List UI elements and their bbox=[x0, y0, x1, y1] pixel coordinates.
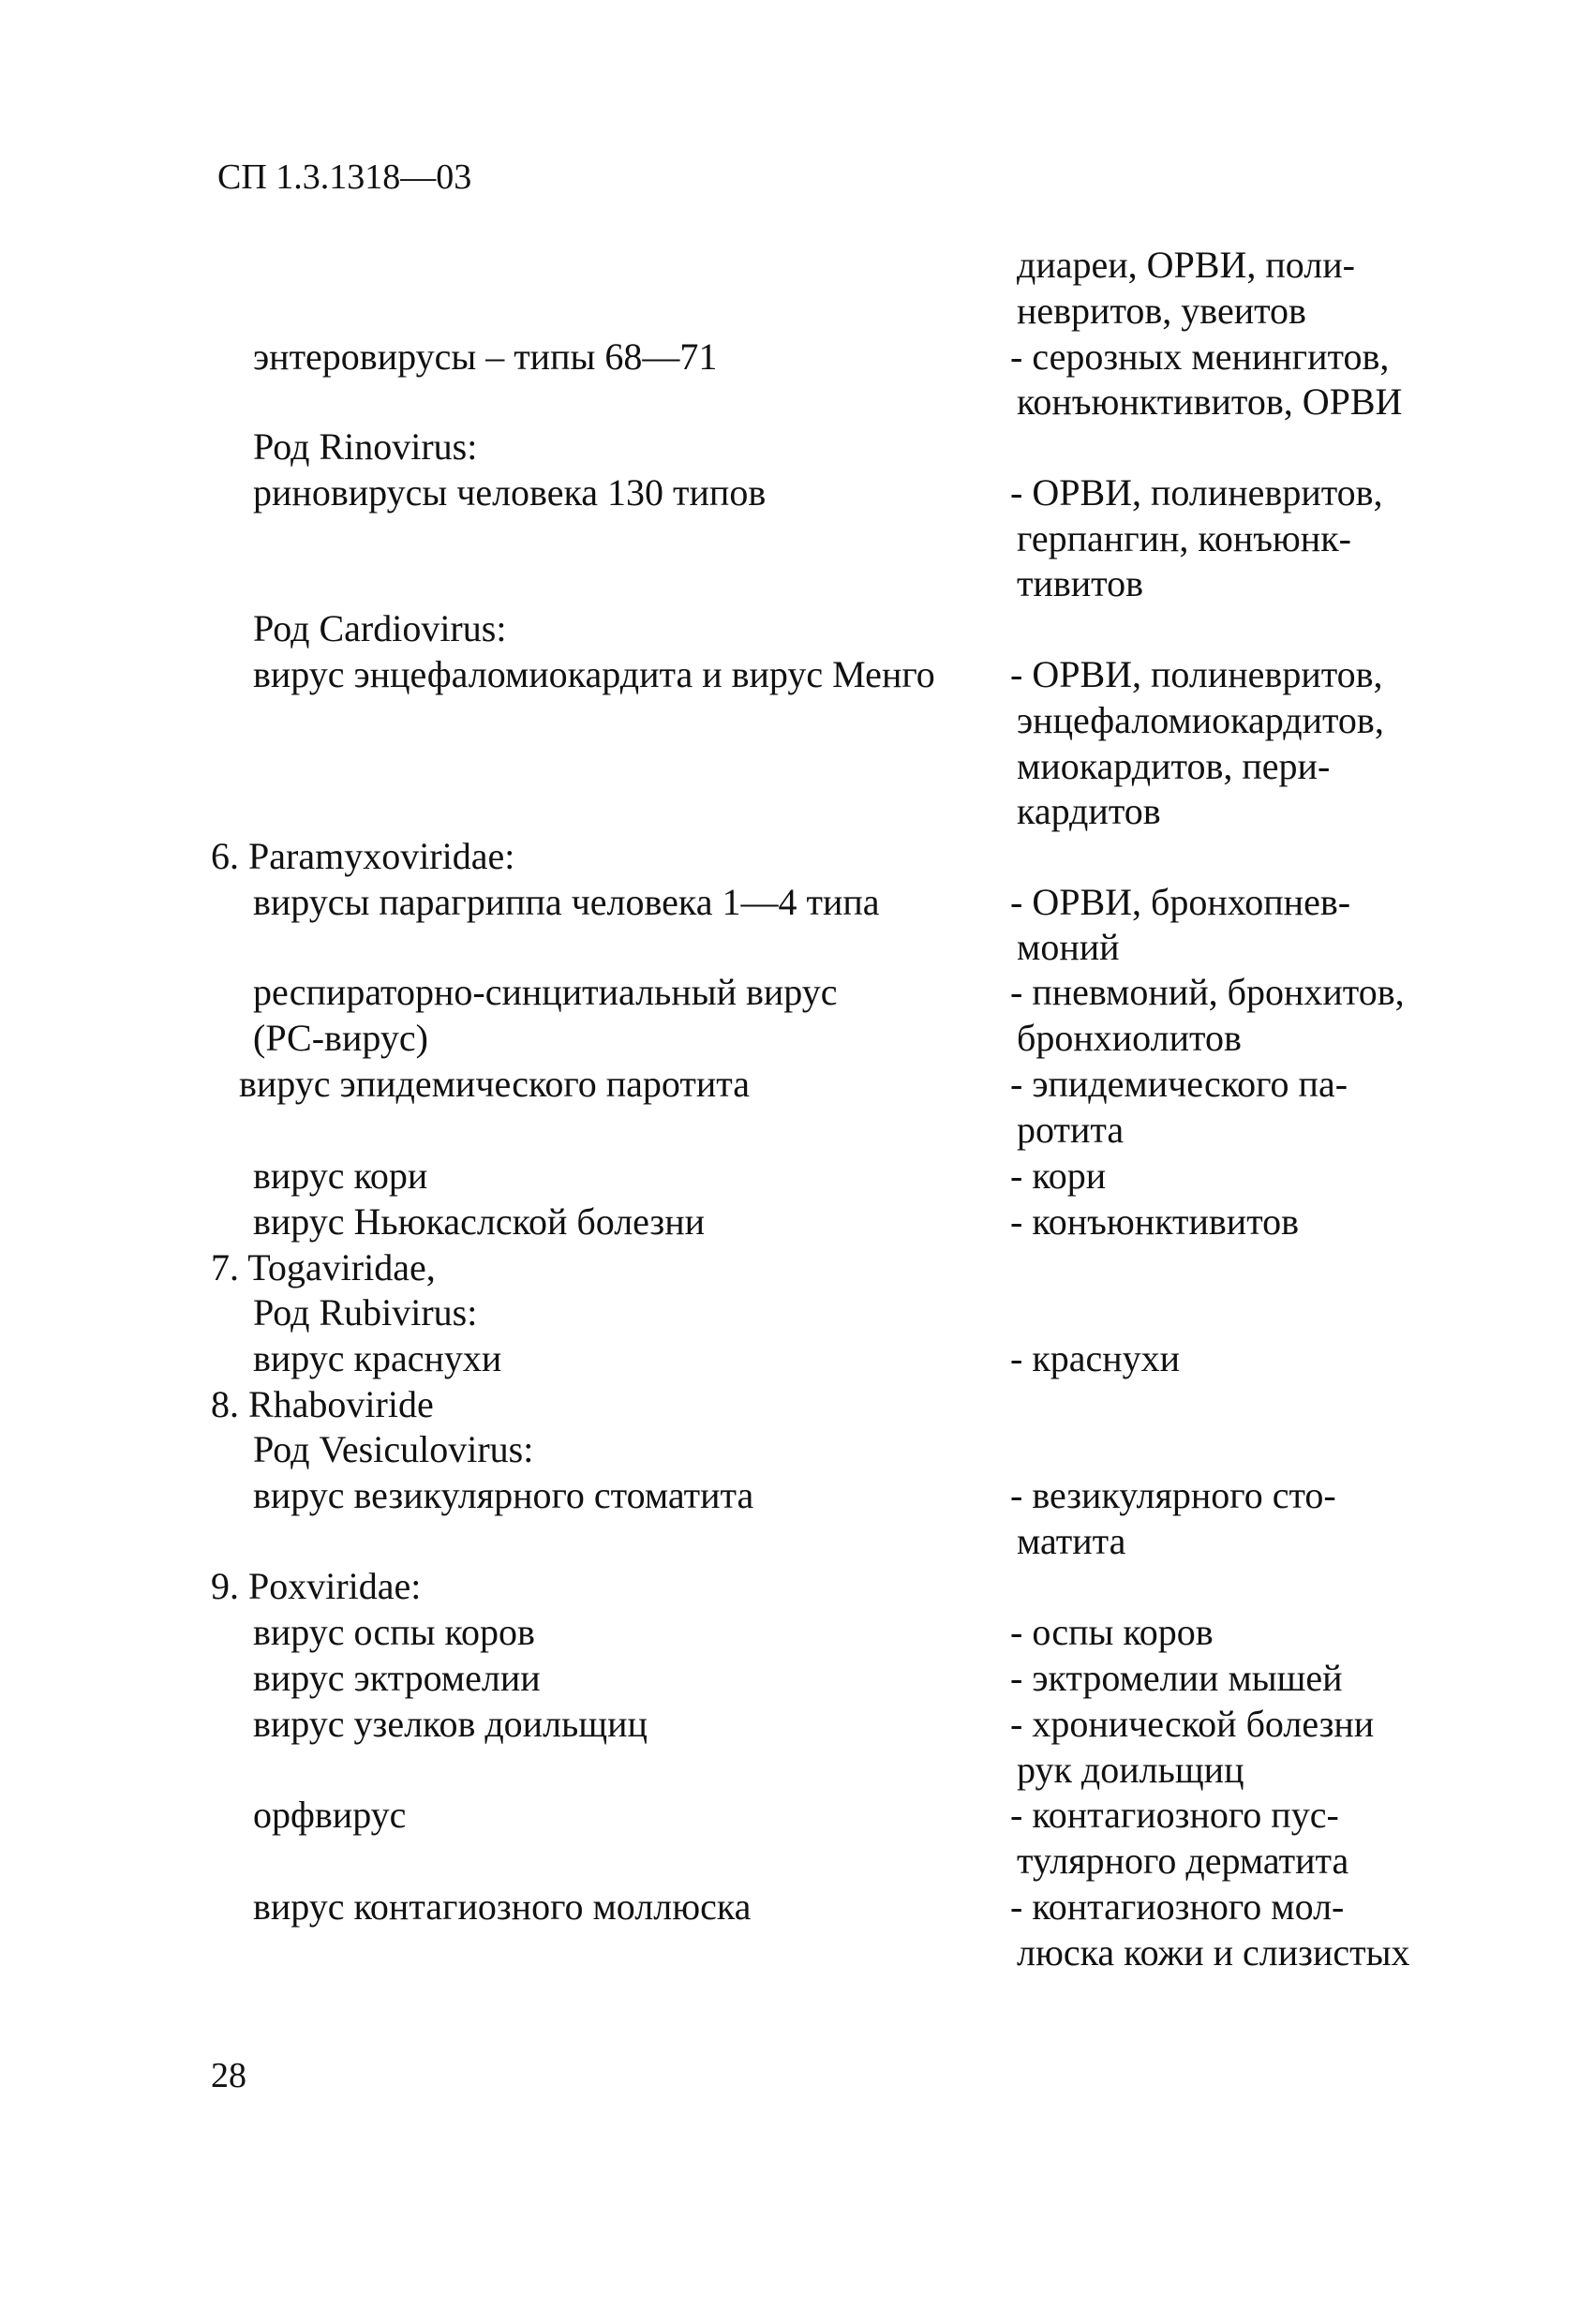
disease-newcastle: - конъюнктивитов bbox=[1010, 1200, 1300, 1243]
virus-encephalomyocarditis: вирус энцефаломиокардита и вирус Менго bbox=[253, 653, 935, 695]
disease-orf-line1: - контагиозного пус- bbox=[1010, 1794, 1339, 1836]
genus-vesiculovirus: Род Vesiculovirus: bbox=[253, 1428, 534, 1470]
virus-orf: орфвирус bbox=[253, 1794, 407, 1836]
disease-rsv-line1: - пневмоний, бронхитов, bbox=[1010, 971, 1405, 1013]
disease-parainfluenza-line2: моний bbox=[1017, 926, 1120, 968]
family-rhabdoviridae: 8. Rhaboviride bbox=[211, 1383, 434, 1425]
virus-molluscum: вирус контагиозного моллюска bbox=[253, 1885, 752, 1928]
disease-rhinovirus-line3: тивитов bbox=[1017, 562, 1144, 604]
virus-enterovirus-types: энтеровирусы – типы 68—71 bbox=[253, 335, 718, 378]
disease-continued-line1: диареи, ОРВИ, поли- bbox=[1017, 244, 1355, 286]
disease-ectromelia: - эктромелии мышей bbox=[1010, 1657, 1343, 1699]
virus-mumps: вирус эпидемического паротита bbox=[239, 1063, 750, 1105]
disease-milker-line1: - хронической болезни bbox=[1010, 1703, 1375, 1745]
virus-rhinovirus: риновирусы человека 130 типов bbox=[253, 471, 767, 514]
family-togaviridae: 7. Togaviridae, bbox=[211, 1246, 436, 1289]
disease-cardiovirus-line1: - ОРВИ, полиневритов, bbox=[1010, 653, 1383, 695]
virus-measles: вирус кори bbox=[253, 1155, 428, 1197]
disease-vesicular-line1: - везикулярного сто- bbox=[1010, 1474, 1336, 1516]
disease-orf-line2: тулярного дерматита bbox=[1017, 1840, 1349, 1882]
disease-vesicular-line2: матита bbox=[1017, 1520, 1126, 1562]
document-code: СП 1.3.1318—03 bbox=[217, 157, 472, 197]
disease-rsv-line2: бронхиолитов bbox=[1017, 1017, 1242, 1059]
virus-milker-nodules: вирус узелков доильщиц bbox=[253, 1703, 648, 1745]
virus-cowpox: вирус оспы коров bbox=[253, 1611, 535, 1653]
disease-mumps-line1: - эпидемического па- bbox=[1010, 1063, 1348, 1105]
page-number: 28 bbox=[211, 2056, 246, 2095]
disease-cardiovirus-line2: энцефаломиокардитов, bbox=[1017, 699, 1384, 741]
virus-rubella: вирус краснухи bbox=[253, 1337, 502, 1379]
disease-rubella: - краснухи bbox=[1010, 1337, 1181, 1379]
virus-vesicular-stomatitis: вирус везикулярного стоматита bbox=[253, 1474, 754, 1516]
virus-ectromelia: вирус эктромелии bbox=[253, 1657, 541, 1699]
disease-parainfluenza-line1: - ОРВИ, бронхопнев- bbox=[1010, 881, 1351, 923]
disease-enterovirus-line2: конъюнктивитов, ОРВИ bbox=[1017, 380, 1403, 423]
disease-molluscum-line2: люска кожи и слизистых bbox=[1017, 1931, 1410, 1974]
virus-newcastle: вирус Ньюкаслской болезни bbox=[253, 1200, 706, 1243]
virus-rsv-line2: (РС-вирус) bbox=[253, 1017, 428, 1059]
disease-milker-line2: рук доильщиц bbox=[1017, 1749, 1244, 1791]
virus-rsv-line1: респираторно-синцитиальный вирус bbox=[253, 971, 838, 1013]
genus-rubivirus: Род Rubivirus: bbox=[253, 1291, 478, 1333]
disease-enterovirus-line1: - серозных менингитов, bbox=[1010, 335, 1390, 378]
disease-cardiovirus-line4: кардитов bbox=[1017, 790, 1161, 832]
genus-cardiovirus: Род Cardiovirus: bbox=[253, 607, 507, 649]
disease-continued-line2: невритов, увеитов bbox=[1017, 290, 1306, 332]
family-paramyxoviridae: 6. Paramyxoviridae: bbox=[211, 835, 515, 877]
disease-measles: - кори bbox=[1010, 1155, 1107, 1197]
virus-parainfluenza: вирусы парагриппа человека 1—4 типа bbox=[253, 881, 880, 923]
disease-molluscum-line1: - контагиозного мол- bbox=[1010, 1885, 1345, 1928]
disease-cardiovirus-line3: миокардитов, пери- bbox=[1017, 745, 1331, 787]
disease-rhinovirus-line1: - ОРВИ, полиневритов, bbox=[1010, 471, 1383, 514]
disease-cowpox: - оспы коров bbox=[1010, 1611, 1214, 1653]
genus-rhinovirus: Род Rinovirus: bbox=[253, 425, 478, 468]
family-poxviridae: 9. Poxviridae: bbox=[211, 1565, 422, 1607]
disease-rhinovirus-line2: герпангин, конъюнк- bbox=[1017, 517, 1351, 559]
disease-mumps-line2: ротита bbox=[1017, 1109, 1125, 1151]
